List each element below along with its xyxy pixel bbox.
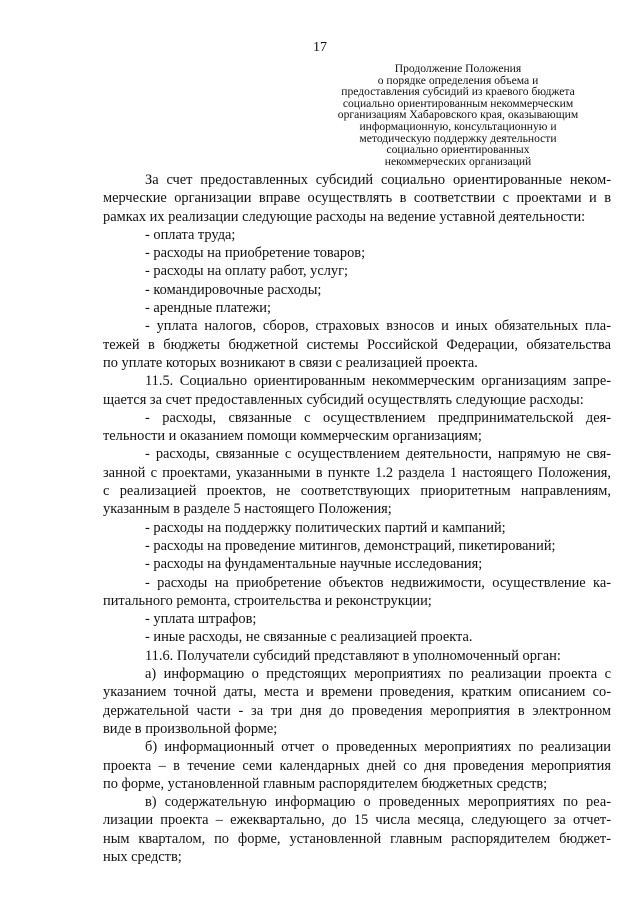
text-line: по форме, установленной главным распорядителем бюджетных средств; (103, 775, 548, 792)
header-line: организациям Хабаровского края, оказывающим (337, 108, 579, 122)
text-line: держательной части - за три дня до проведения мероприятия в электронном (103, 702, 611, 719)
text-line: - арендные платежи; (145, 300, 271, 317)
text-line: - уплата штрафов; (145, 611, 257, 628)
header-line: некоммерческих организаций (384, 154, 532, 168)
document-header (326, 63, 590, 167)
text-line: указанным в разделе 5 настоящего Положения; (103, 501, 392, 518)
text-line: занной с проектами, указанными в пункте 1.2 раздела 1 настоящего Положения, (103, 464, 611, 481)
text-line: тежей в бюджеты бюджетной системы Российской Федерации, обязательства (103, 336, 611, 353)
text-line: 11.6. Получатели субсидий представляют в уполномоченный орган: (145, 647, 561, 664)
text-line: проекта – в течение семи календарных дней со дня проведения мероприятия (103, 757, 611, 774)
text-line: питального ремонта, строительства и реконструкции; (103, 592, 432, 609)
text-line: - расходы на оплату работ, услуг; (145, 263, 349, 280)
text-line: с реализацией проектов, не соответствующих приоритетным направлениям, (103, 483, 611, 500)
header-line: предоставления субсидий из краевого бюджета (341, 85, 575, 99)
text-line: по уплате которых возникают в связи с реализацией проекта. (103, 354, 478, 371)
header-line: социально ориентированным некоммерческим (342, 96, 574, 110)
text-line: - расходы на приобретение объектов недвижимости, осуществление ка- (145, 574, 611, 591)
text-line: а) информацию о предстоящих мероприятиях по реализации проекта с (145, 666, 611, 683)
text-line: рамках их реализации следующие расходы на ведение уставной деятельности: (103, 208, 586, 225)
text-line: - командировочные расходы; (145, 281, 322, 298)
document-body (103, 171, 611, 866)
header-line: Продолжение Положения (394, 62, 522, 75)
text-line: мерческие организации вправе осуществлять в соответствии с проектами и в (103, 190, 611, 207)
header-line: методическую поддержку деятельности (359, 131, 557, 145)
text-line: - расходы на фундаментальные научные исследования; (145, 556, 483, 573)
header-line: информационную, консультационную и (359, 119, 557, 133)
text-line: - расходы, связанные с осуществлением предпринимательской дея- (145, 409, 611, 426)
text-line: в) содержательную информацию о проведенных мероприятиях по реа- (145, 794, 611, 811)
text-line: ных средств; (103, 848, 182, 865)
text-line: - расходы, связанные с осуществлением деятельности, напрямую не свя- (145, 446, 611, 463)
text-line: - расходы на поддержку политических партий и кампаний; (145, 519, 506, 536)
text-line: - оплата труда; (145, 226, 236, 243)
page-number: 17 (313, 40, 327, 55)
text-line: - расходы на проведение митингов, демонстраций, пикетирований; (145, 537, 556, 554)
text-line: 11.5. Социально ориентированным некоммерческим организациям запре- (145, 373, 611, 390)
text-line: б) информационный отчет о проведенных мероприятиях по реализации (145, 739, 611, 756)
text-line: тельности и оказанием помощи коммерческим организациям; (103, 428, 482, 445)
text-line: - расходы на приобретение товаров; (145, 245, 366, 262)
text-line: лизации проекта – ежеквартально, до 15 числа месяца, следующего за отчет- (103, 812, 611, 829)
text-line: - уплата налогов, сборов, страховых взносов и иных обязательных пла- (145, 318, 611, 335)
text-line: указанием точной даты, места и времени проведения, кратким описанием со- (103, 684, 611, 701)
text-line: За счет предоставленных субсидий социально ориентированные неком- (145, 172, 611, 188)
header-line: социально ориентированных (386, 143, 530, 157)
text-line: виде в произвольной форме; (103, 720, 278, 737)
text-line: - иные расходы, не связанные с реализацией проекта. (145, 629, 473, 646)
header-line: о порядке определения объема и (377, 73, 539, 87)
text-line: щается за счет предоставленных субсидий осуществлять следующие расходы: (103, 391, 584, 408)
text-line: ным кварталом, по форме, установленной главным распорядителем бюджет- (103, 830, 611, 847)
